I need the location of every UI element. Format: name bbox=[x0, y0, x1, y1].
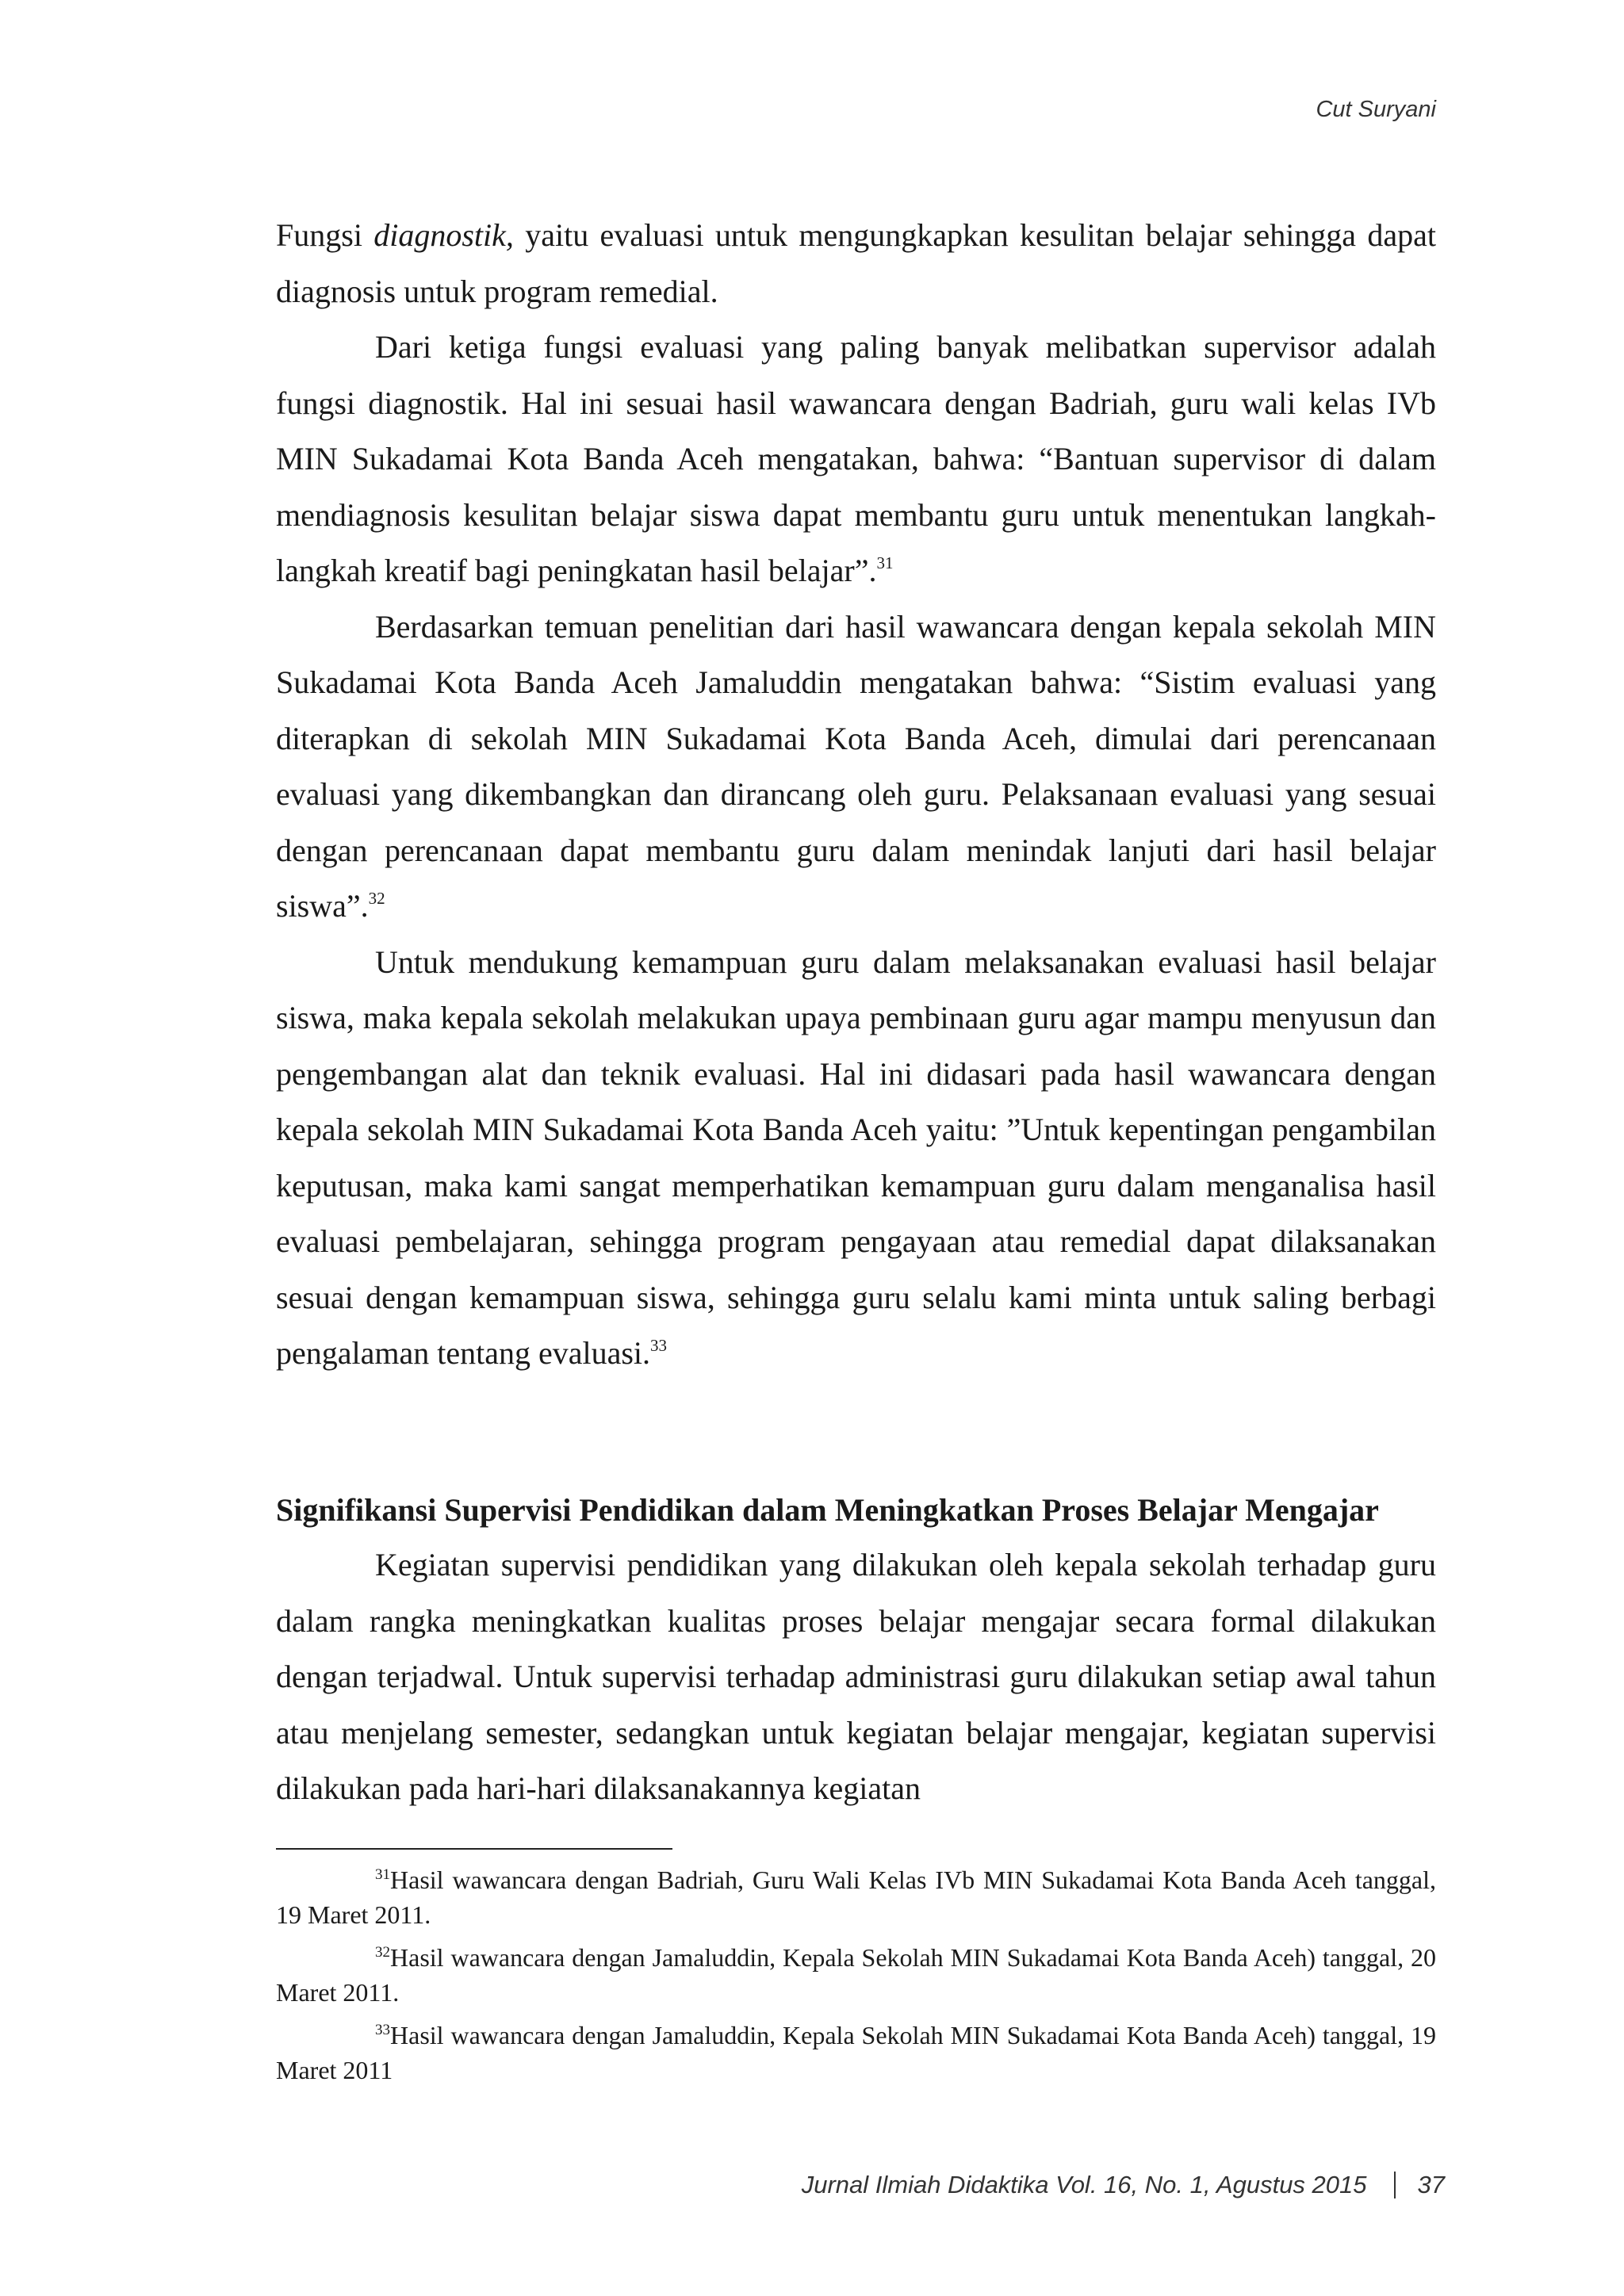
footnote-text: Hasil wawancara dengan Jamaluddin, Kepala Sekolah MIN Sukadamai Kota Banda Aceh) tanggal, 20 Maret 2011. bbox=[276, 1943, 1436, 2007]
footnote-32 bbox=[276, 1940, 1436, 2010]
footer-separator bbox=[1394, 2172, 1396, 2198]
footnote-33 bbox=[276, 2018, 1436, 2087]
footnote-ref-32[interactable]: 32 bbox=[368, 889, 385, 908]
paragraph-text: Dari ketiga fungsi evaluasi yang paling banyak melibatkan supervisor adalah fungsi diagnostik. Hal ini sesuai hasil wawancara dengan Badriah, guru wali kelas IVb MIN Sukadamai Kota Banda Aceh mengatakan, bahwa: “Bantuan supervisor di dalam mendiagnosis kesulitan belajar siswa dapat membantu guru untuk menentukan langkah-langkah kreatif bagi peningkatan hasil belajar”. bbox=[276, 329, 1436, 588]
footnote-31 bbox=[276, 1862, 1436, 1932]
paragraph-supervision-activities: Kegiatan supervisi pendidikan yang dilakukan oleh kepala sekolah terhadap guru dalam rangka meningkatkan kualitas proses belajar mengajar secara formal dilakukan dengan terjadwal. Untuk supervisi terhadap administrasi guru dilakukan setiap awal tahun atau menjelang semester, sedangkan untuk kegiatan belajar mengajar, kegiatan supervisi dilakukan pada hari-hari dilaksanakannya kegiatan bbox=[276, 1547, 1436, 1806]
footnote-text: Hasil wawancara dengan Jamaluddin, Kepala Sekolah MIN Sukadamai Kota Banda Aceh) tanggal, 19 Maret 2011 bbox=[276, 2021, 1436, 2084]
footnote-number: 31 bbox=[375, 1866, 390, 1883]
paragraph-text: Berdasarkan temuan penelitian dari hasil wawancara dengan kepala sekolah MIN Sukadamai Kota Banda Aceh Jamaluddin mengatakan bahwa: “Sistim evaluasi yang diterapkan di sekolah MIN Sukadamai Kota Banda Aceh, dimulai dari perencanaan evaluasi yang dikembangkan dan dirancang oleh guru. Pelaksanaan evaluasi yang sesuai dengan perencanaan dapat membantu guru dalam menindak lanjuti dari hasil belajar siswa”. bbox=[276, 608, 1436, 924]
footnote-ref-33[interactable]: 33 bbox=[650, 1336, 668, 1355]
running-head-author: Cut Suryani bbox=[1316, 97, 1436, 122]
paragraph-diagnostic-function bbox=[276, 208, 1436, 320]
section-heading: Signifikansi Supervisi Pendidikan dalam Meningkatkan Proses Belajar Mengajar bbox=[276, 1492, 1379, 1528]
paragraph-research-findings bbox=[276, 599, 1436, 935]
journal-citation: Jurnal Ilmiah Didaktika Vol. 16, No. 1, Agustus 2015 bbox=[801, 2171, 1367, 2198]
paragraph-text: Untuk mendukung kemampuan guru dalam melaksanakan evaluasi hasil belajar siswa, maka kepala sekolah melakukan upaya pembinaan guru agar mampu menyusun dan pengembangan alat dan teknik evaluasi. Hal ini didasari pada hasil wawancara dengan kepala sekolah MIN Sukadamai Kota Banda Aceh yaitu: ”Untuk kepentingan pengambilan keputusan, maka kami sangat memperhatikan kemampuan guru dalam menganalisa hasil evaluasi pembelajaran, sehingga program pengayaan atau remedial dapat dilaksanakan sesuai dengan kemampuan siswa, sehingga guru selalu kami minta untuk saling berbagi pengalaman tentang evaluasi. bbox=[276, 943, 1436, 1371]
paragraph-text: yaitu evaluasi untuk mengungkapkan kesulitan belajar sehingga dapat diagnosis untuk program remedial. bbox=[276, 217, 1436, 309]
footnotes bbox=[276, 1862, 1436, 2095]
section-body bbox=[276, 1537, 1436, 1817]
paragraph-evaluation-functions bbox=[276, 320, 1436, 599]
footnote-ref-31[interactable]: 31 bbox=[876, 553, 894, 572]
footnote-text: Hasil wawancara dengan Badriah, Guru Wali Kelas IVb MIN Sukadamai Kota Banda Aceh tanggal, 19 Maret 2011. bbox=[276, 1866, 1436, 1929]
paragraph-teacher-ability bbox=[276, 935, 1436, 1382]
body-text bbox=[276, 208, 1436, 1382]
footnote-number: 32 bbox=[375, 1944, 390, 1961]
paragraph-emphasis: diagnostik, bbox=[373, 217, 514, 253]
footnote-number: 33 bbox=[375, 2022, 390, 2038]
paragraph-lead: Fungsi bbox=[276, 217, 374, 253]
page-footer bbox=[802, 2171, 1445, 2199]
footnote-divider bbox=[276, 1848, 672, 1850]
page-number: 37 bbox=[1417, 2171, 1445, 2198]
